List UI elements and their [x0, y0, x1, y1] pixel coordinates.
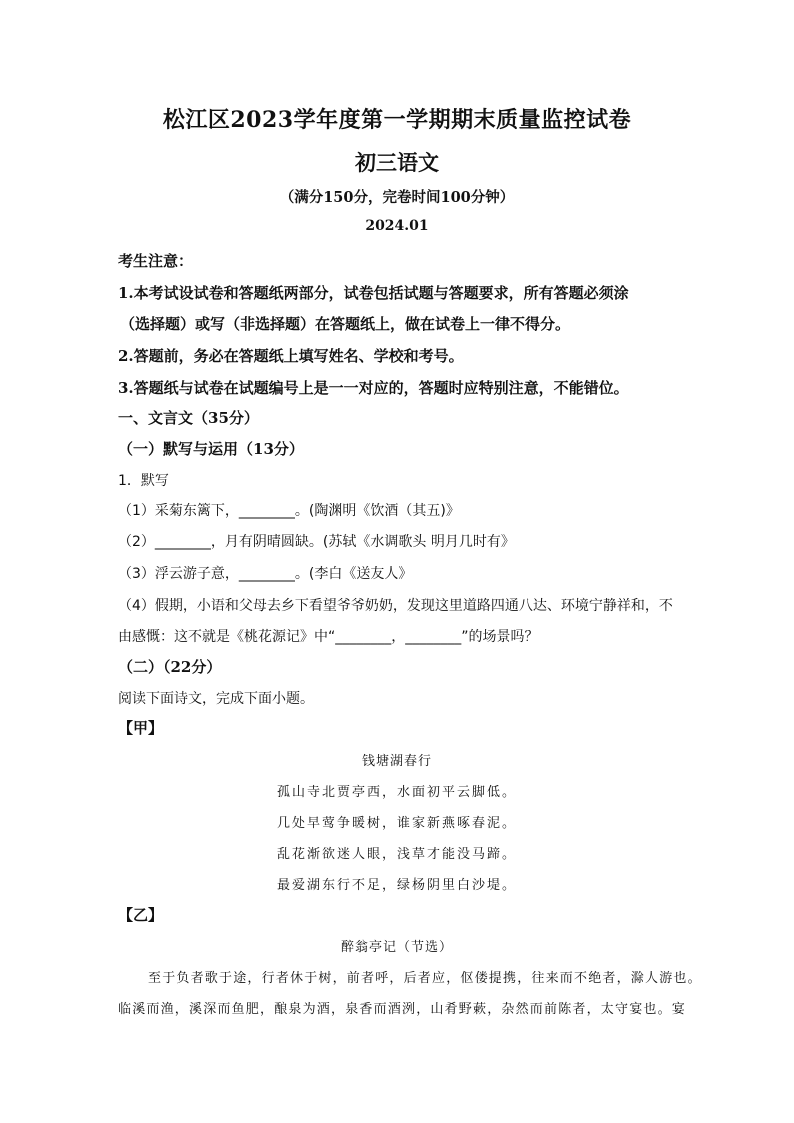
poem-line: 几处早莺争暖树，谁家新燕啄春泥。 [276, 816, 517, 831]
prose-line: 至于负者歌于途，行者休于树，前者呼，后者应，伛偻提携，往来而不绝者，滁人游也。 [148, 971, 702, 986]
poem-line: 乱花渐欲迷人眼，浅草才能没马蹄。 [276, 847, 517, 862]
notice-heading: 考生注意： [118, 252, 194, 270]
prose-line: 临溪而渔，溪深而鱼肥，酿泉为酒，泉香而酒洌，山肴野蔌，杂然而前陈者，太守宴也。宴 [118, 1002, 687, 1017]
section-1-heading: 一、文言文（35分） [118, 409, 259, 427]
poem-line: 孤山寺北贾亭西，水面初平云脚低。 [276, 785, 517, 800]
exam-meta: （满分150分，完卷时间100分钟） [279, 189, 515, 206]
exam-title: 松江区2023学年度第一学期期末质量监控试卷 [162, 107, 632, 133]
yi-label: 【乙】 [118, 906, 164, 924]
poem-line: 最爱湖东行不足，绿杨阴里白沙堤。 [276, 878, 517, 893]
part-2-heading: （二）（22分） [118, 658, 222, 676]
notice-item-2: 2.答题前，务必在答题纸上填写姓名、学校和考号。 [118, 347, 464, 365]
question-1-4a: （4）假期，小语和父母去乡下看望爷爷奶奶，发现这里道路四通八达、环境宁静祥和，不 [118, 598, 673, 614]
question-1-label: 1．默写 [118, 473, 169, 489]
question-1-3: （3）浮云游子意，________。(李白《送友人》 [118, 566, 413, 582]
part-1-heading: （一）默写与运用（13分） [118, 440, 304, 458]
part-2-intro: 阅读下面诗文，完成下面小题。 [118, 691, 314, 707]
poem-title: 钱塘湖春行 [361, 754, 432, 769]
exam-subtitle: 初三语文 [355, 150, 439, 175]
notice-item-1a: 1.本考试设试卷和答题纸两部分，试卷包括试题与答题要求，所有答题必须涂 [118, 284, 629, 302]
question-1-4b: 由感慨：这不就是《桃花源记》中“________，________”的场景吗？ [118, 629, 539, 645]
question-1-1: （1）采菊东篱下，________。(陶渊明《饮酒（其五)》 [118, 503, 460, 519]
prose-title: 醉翁亭记（节选） [340, 940, 453, 955]
question-1-2: （2）________，月有阴晴圆缺。(苏轼《水调歌头 明月几时有》 [118, 534, 515, 550]
notice-item-1b: （选择题）或写（非选择题）在答题纸上，做在试卷上一律不得分。 [120, 315, 571, 333]
notice-item-3: 3.答题纸与试卷在试题编号上是一一对应的，答题时应特别注意，不能错位。 [118, 379, 629, 397]
jia-label: 【甲】 [118, 719, 164, 737]
exam-date: 2024.01 [365, 218, 429, 234]
